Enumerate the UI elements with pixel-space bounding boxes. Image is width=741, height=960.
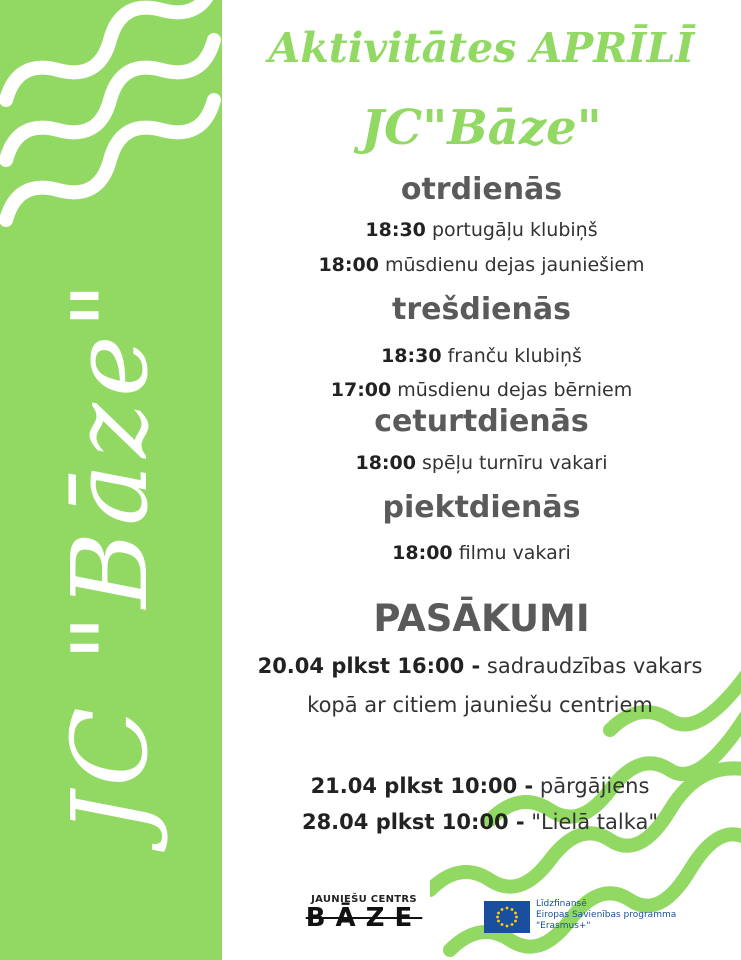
schedule-line xyxy=(222,219,741,241)
time: 18:30 xyxy=(365,219,426,241)
vertical-title: JC "Bāze" xyxy=(49,275,171,835)
schedule-line xyxy=(222,345,741,367)
event-item xyxy=(250,803,710,842)
activity: mūsdienu dejas bērniem xyxy=(397,379,633,401)
schedule-line xyxy=(222,452,741,474)
event-item xyxy=(250,767,710,806)
page-title: Aktivitātes APRĪLĪ xyxy=(268,24,695,72)
event-text: "Lielā talka" xyxy=(531,810,659,834)
event-text: pārgājiens xyxy=(539,774,650,798)
day-heading: otrdienās xyxy=(400,172,563,207)
erasmus-caption xyxy=(536,899,676,932)
green-sidebar xyxy=(0,0,222,960)
eu-line-3: "Erasmus+" xyxy=(536,921,591,931)
activity: portugāļu klubiņš xyxy=(431,219,598,241)
schedule-line xyxy=(222,254,741,276)
activity: franču klubiņš xyxy=(447,345,582,367)
logo-wordmark: BĀZE xyxy=(305,903,423,933)
baze-logo xyxy=(284,894,444,933)
events-heading: PASĀKUMI xyxy=(373,597,590,640)
time: 18:00 xyxy=(355,452,416,474)
day-heading: ceturtdienās xyxy=(374,404,589,439)
time: 17:00 xyxy=(330,379,392,401)
activity: filmu vakari xyxy=(458,542,571,564)
activity: spēļu turnīru vakari xyxy=(422,452,608,474)
time: 18:30 xyxy=(381,345,442,367)
day-heading: piektdienās xyxy=(382,490,581,525)
event-item xyxy=(250,647,710,725)
eu-line-2: Eiropas Savienības programma xyxy=(536,910,677,920)
time: 18:00 xyxy=(318,254,379,276)
activity: mūsdienu dejas jauniešiem xyxy=(384,254,645,276)
logo-caption: JAUNIEŠU CENTRS xyxy=(311,894,417,905)
schedule-line xyxy=(222,542,741,564)
event-date: 20.04 plkst 16:00 - xyxy=(257,654,481,678)
eu-flag-icon xyxy=(484,901,530,933)
time: 18:00 xyxy=(392,542,453,564)
page-subtitle: JC"Bāze" xyxy=(361,100,602,156)
event-date: 21.04 plkst 10:00 - xyxy=(310,774,534,798)
schedule-line xyxy=(222,379,741,401)
eu-line-1: Līdzfinansē xyxy=(536,899,587,909)
event-date: 28.04 plkst 10:00 - xyxy=(301,810,525,834)
day-heading: trešdienās xyxy=(392,292,571,327)
event-text: sadraudzības vakars kopā ar citiem jauniešu centriem xyxy=(307,654,703,717)
